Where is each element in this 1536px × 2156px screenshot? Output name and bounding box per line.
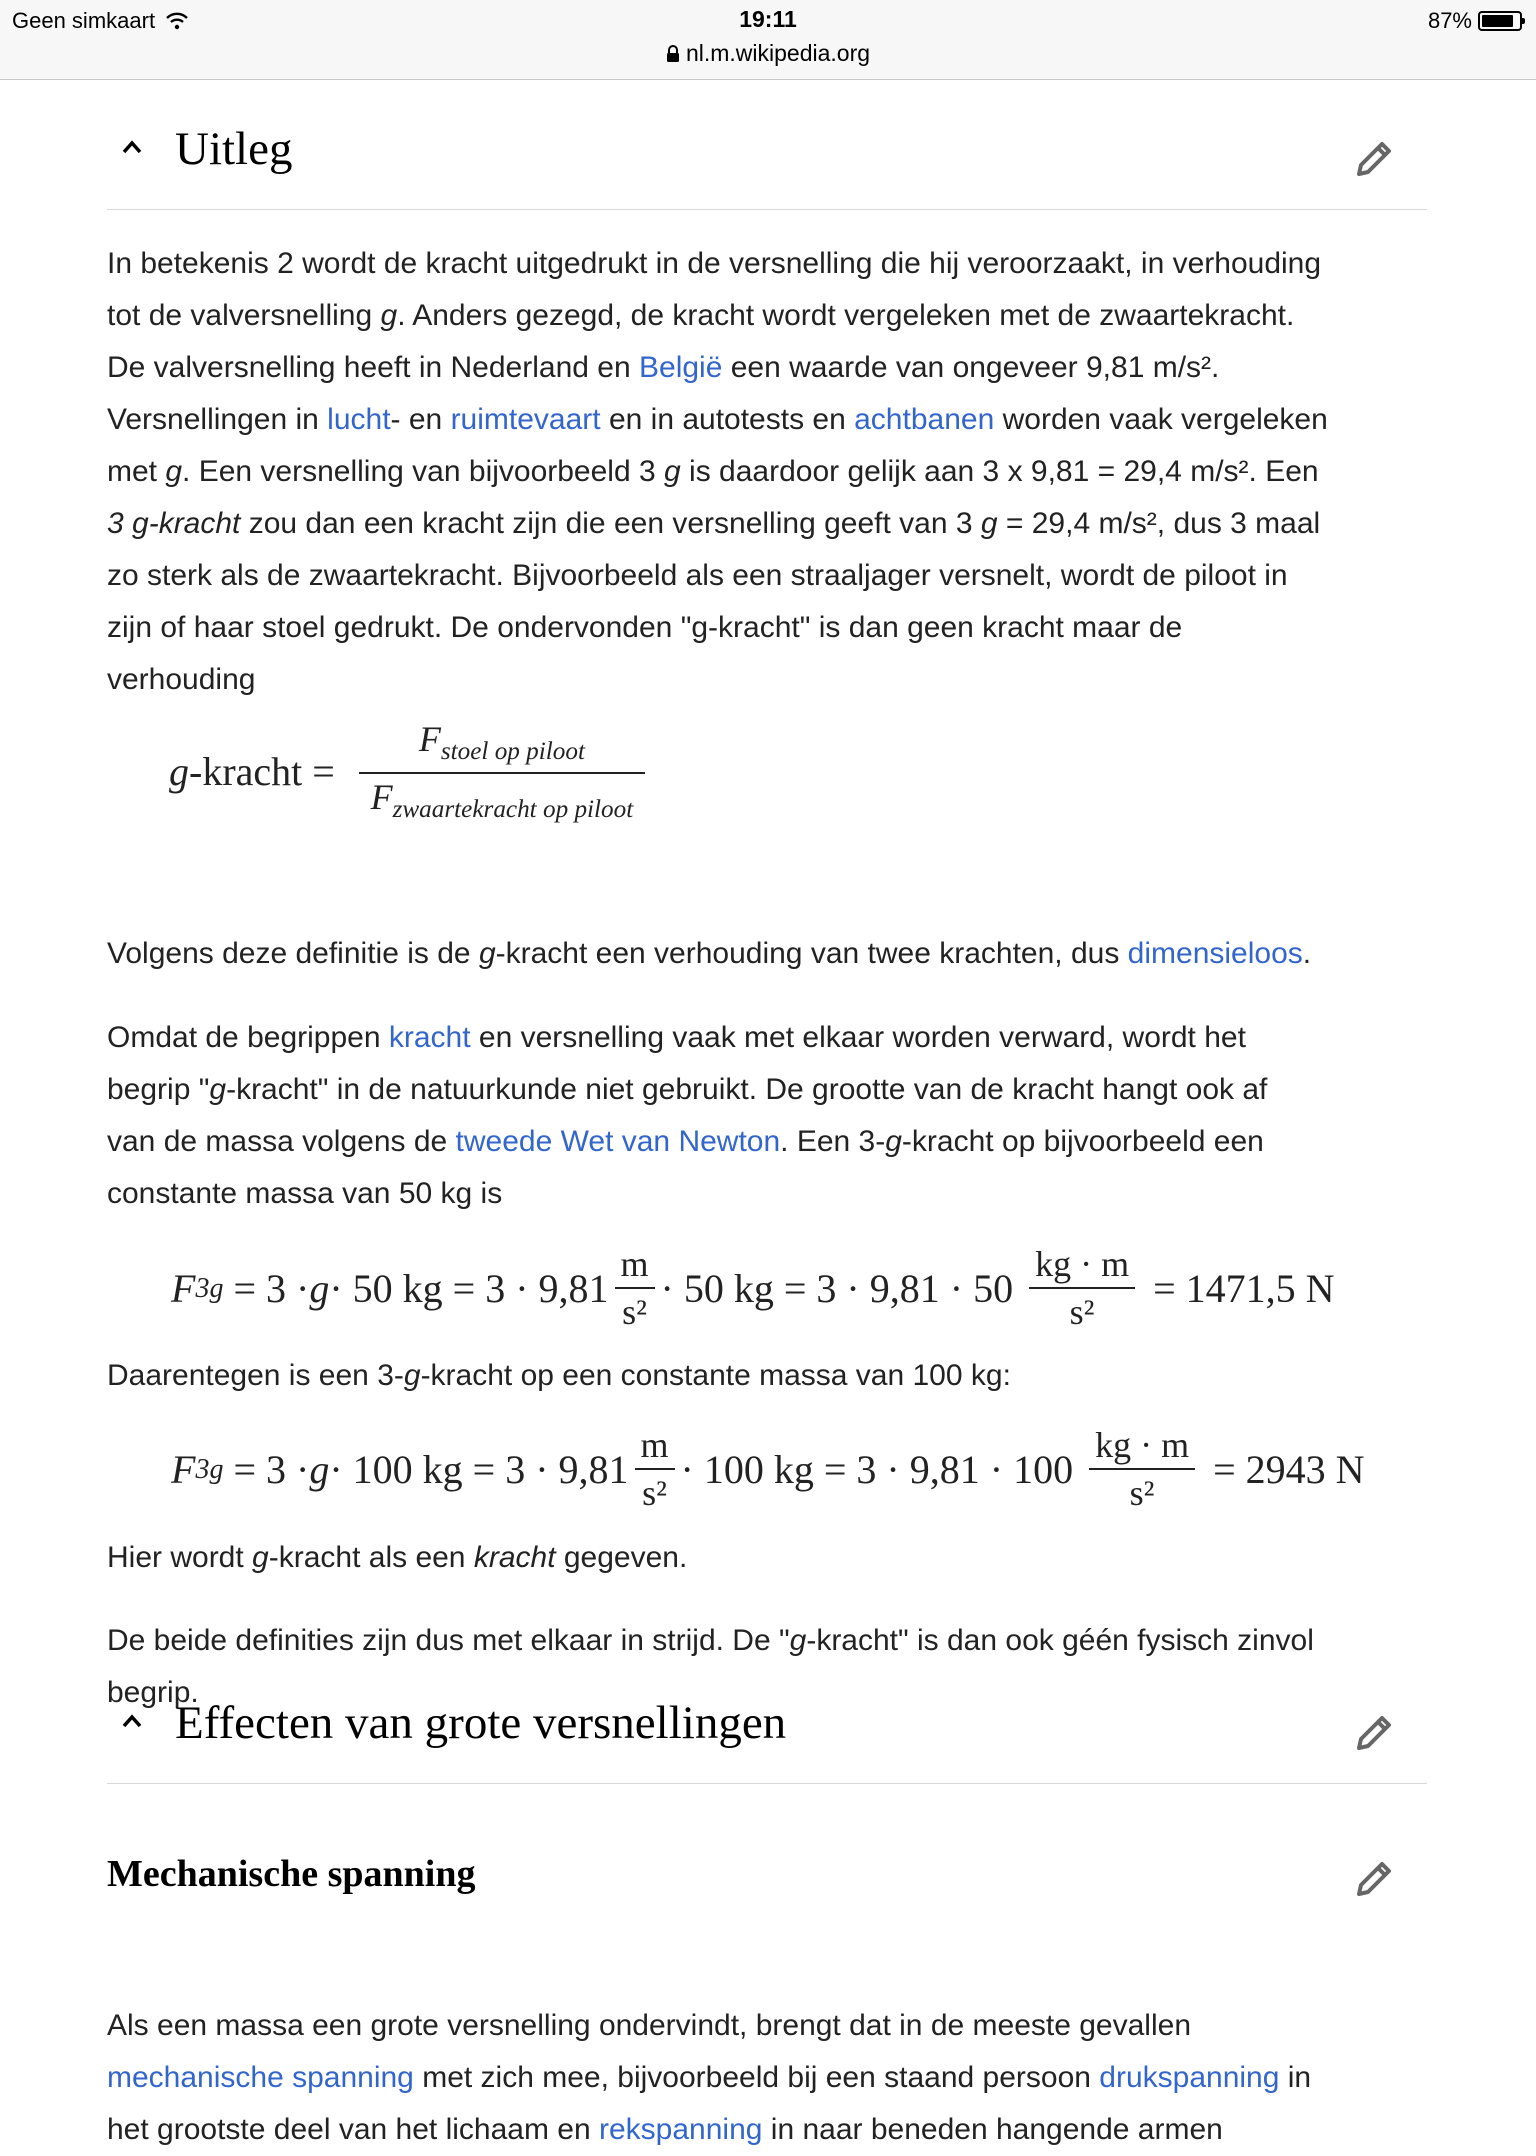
text-line: zijn of haar stoel gedrukt. De ondervonden "g-kracht" is dan geen kracht maar de — [107, 611, 1183, 644]
chevron-up-icon[interactable] — [121, 136, 143, 158]
text-line: begrip. — [107, 1676, 199, 1709]
paragraph-3 — [107, 1012, 1427, 1220]
text-line: verhouding — [107, 663, 256, 696]
formula-3g-100kg: F 3g = 3 · g · 100 kg = 3 · 9,81 $\frac{m}{\text{s²}}$ · 100 kg = 3 · 9,81 · 100 $\frac{kg \cdot m}{\text{s²}}$ = 2943 N — [171, 1425, 1365, 1513]
address-bar[interactable] — [0, 40, 1536, 67]
paragraph-1 — [107, 238, 1427, 706]
text-line: Hier wordt g-kracht als een kracht gegeven. — [107, 1541, 688, 1574]
link-ruimtevaart[interactable]: ruimtevaart — [450, 403, 601, 436]
text-line: De beide definities zijn dus met elkaar in strijd. De "g-kracht" is dan ook géén fysisch zinvol — [107, 1624, 1314, 1657]
battery-percent: 87% — [1427, 8, 1472, 33]
link-achtbanen[interactable]: achtbanen — [854, 403, 995, 436]
text-line: tot de valversnelling g. Anders gezegd, de kracht wordt vergeleken met de zwaartekracht. — [107, 299, 1295, 332]
subsection-header-mechanische-spanning — [107, 1826, 1427, 1916]
text-line: De valversnelling heeft in Nederland en België een waarde van ongeveer 9,81 m/s². — [107, 351, 1220, 384]
paragraph-4 — [107, 1350, 1427, 1402]
link-kracht[interactable]: kracht — [388, 1021, 471, 1054]
clock: 19:11 — [739, 6, 797, 32]
pencil-edit-icon[interactable] — [1351, 1710, 1397, 1756]
pencil-edit-icon[interactable] — [1351, 1856, 1397, 1902]
paragraph-2 — [107, 928, 1427, 980]
text-line: begrip "g-kracht" in de natuurkunde niet gebruikt. De grootte van de kracht hangt ook af — [107, 1073, 1268, 1106]
formula-g-kracht-ratio: g-kracht = $\frac{F_{stoel op piloot}}{F_{zwaartekracht op piloot}}$ — [169, 720, 651, 824]
text-line: Versnellingen in lucht- en ruimtevaart en in autotests en achtbanen worden vaak vergeleken — [107, 403, 1328, 436]
link-tweede-wet-van-newton[interactable]: tweede Wet van Newton — [455, 1125, 781, 1158]
text-line: Daarentegen is een 3-g-kracht op een constante massa van 100 kg: — [107, 1359, 1011, 1392]
text-line: Als een massa een grote versnelling ondervindt, brengt dat in de meeste gevallen — [107, 2009, 1191, 2042]
text-line: van de massa volgens de tweede Wet van Newton. Een 3-g-kracht op bijvoorbeeld een — [107, 1125, 1264, 1158]
text-line: mechanische spanning met zich mee, bijvoorbeeld bij een staand persoon drukspanning in — [107, 2061, 1312, 2094]
link-belgie[interactable]: België — [639, 351, 723, 384]
link-dimensieloos[interactable]: dimensieloos — [1127, 937, 1303, 970]
battery-info — [1428, 8, 1522, 34]
paragraph-5 — [107, 1532, 1427, 1584]
pencil-edit-icon[interactable] — [1351, 136, 1397, 182]
text-line: zo sterk als de zwaartekracht. Bijvoorbeeld als een straaljager versnelt, wordt de piloot in — [107, 559, 1288, 592]
section-title: Uitleg — [175, 123, 293, 175]
formula-3g-50kg: F 3g = 3 · g · 50 kg = 3 · 9,81 $\frac{m}{\text{s²}}$ · 50 kg = 3 · 9,81 · 50 $\frac{kg \cdot m}{\text{s²}}$ = 1471,5 N — [171, 1244, 1335, 1332]
text-line: met g. Een versnelling van bijvoorbeeld 3 g is daardoor gelijk aan 3 x 9,81 = 29,4 m/s². Een — [107, 455, 1319, 488]
paragraph-7 — [107, 2000, 1427, 2156]
link-rekspanning[interactable]: rekspanning — [598, 2113, 763, 2146]
battery-icon — [1478, 11, 1522, 31]
link-mechanische-spanning[interactable]: mechanische spanning — [107, 2061, 414, 2094]
carrier-label: Geen simkaart — [12, 8, 156, 33]
text-line: In betekenis 2 wordt de kracht uitgedrukt in de versnelling die hij veroorzaakt, in verhouding — [107, 247, 1322, 280]
url-text: nl.m.wikipedia.org — [685, 40, 871, 66]
link-lucht[interactable]: lucht — [327, 403, 391, 436]
text-line: constante massa van 50 kg is — [107, 1177, 503, 1210]
text-line: Omdat de begrippen kracht en versnelling vaak met elkaar worden verward, wordt het — [107, 1021, 1246, 1054]
section-title: Effecten van grote versnellingen — [175, 1697, 787, 1749]
chevron-up-icon[interactable] — [121, 1710, 143, 1732]
section-header-uitleg[interactable] — [107, 80, 1427, 210]
link-drukspanning[interactable]: drukspanning — [1099, 2061, 1280, 2094]
lock-icon — [666, 45, 680, 63]
section-header-effecten[interactable] — [107, 1654, 1427, 1784]
text-line: het grootste deel van het lichaam en rekspanning in naar beneden hangende armen — [107, 2113, 1223, 2146]
subsection-title: Mechanische spanning — [107, 1853, 476, 1895]
status-bar — [0, 0, 1536, 80]
text-line: 3 g-kracht zou dan een kracht zijn die een versnelling geeft van 3 g = 29,4 m/s², dus 3 maal — [107, 507, 1321, 540]
text-line: Volgens deze definitie is de g-kracht een verhouding van twee krachten, dus dimensieloos. — [107, 937, 1312, 970]
